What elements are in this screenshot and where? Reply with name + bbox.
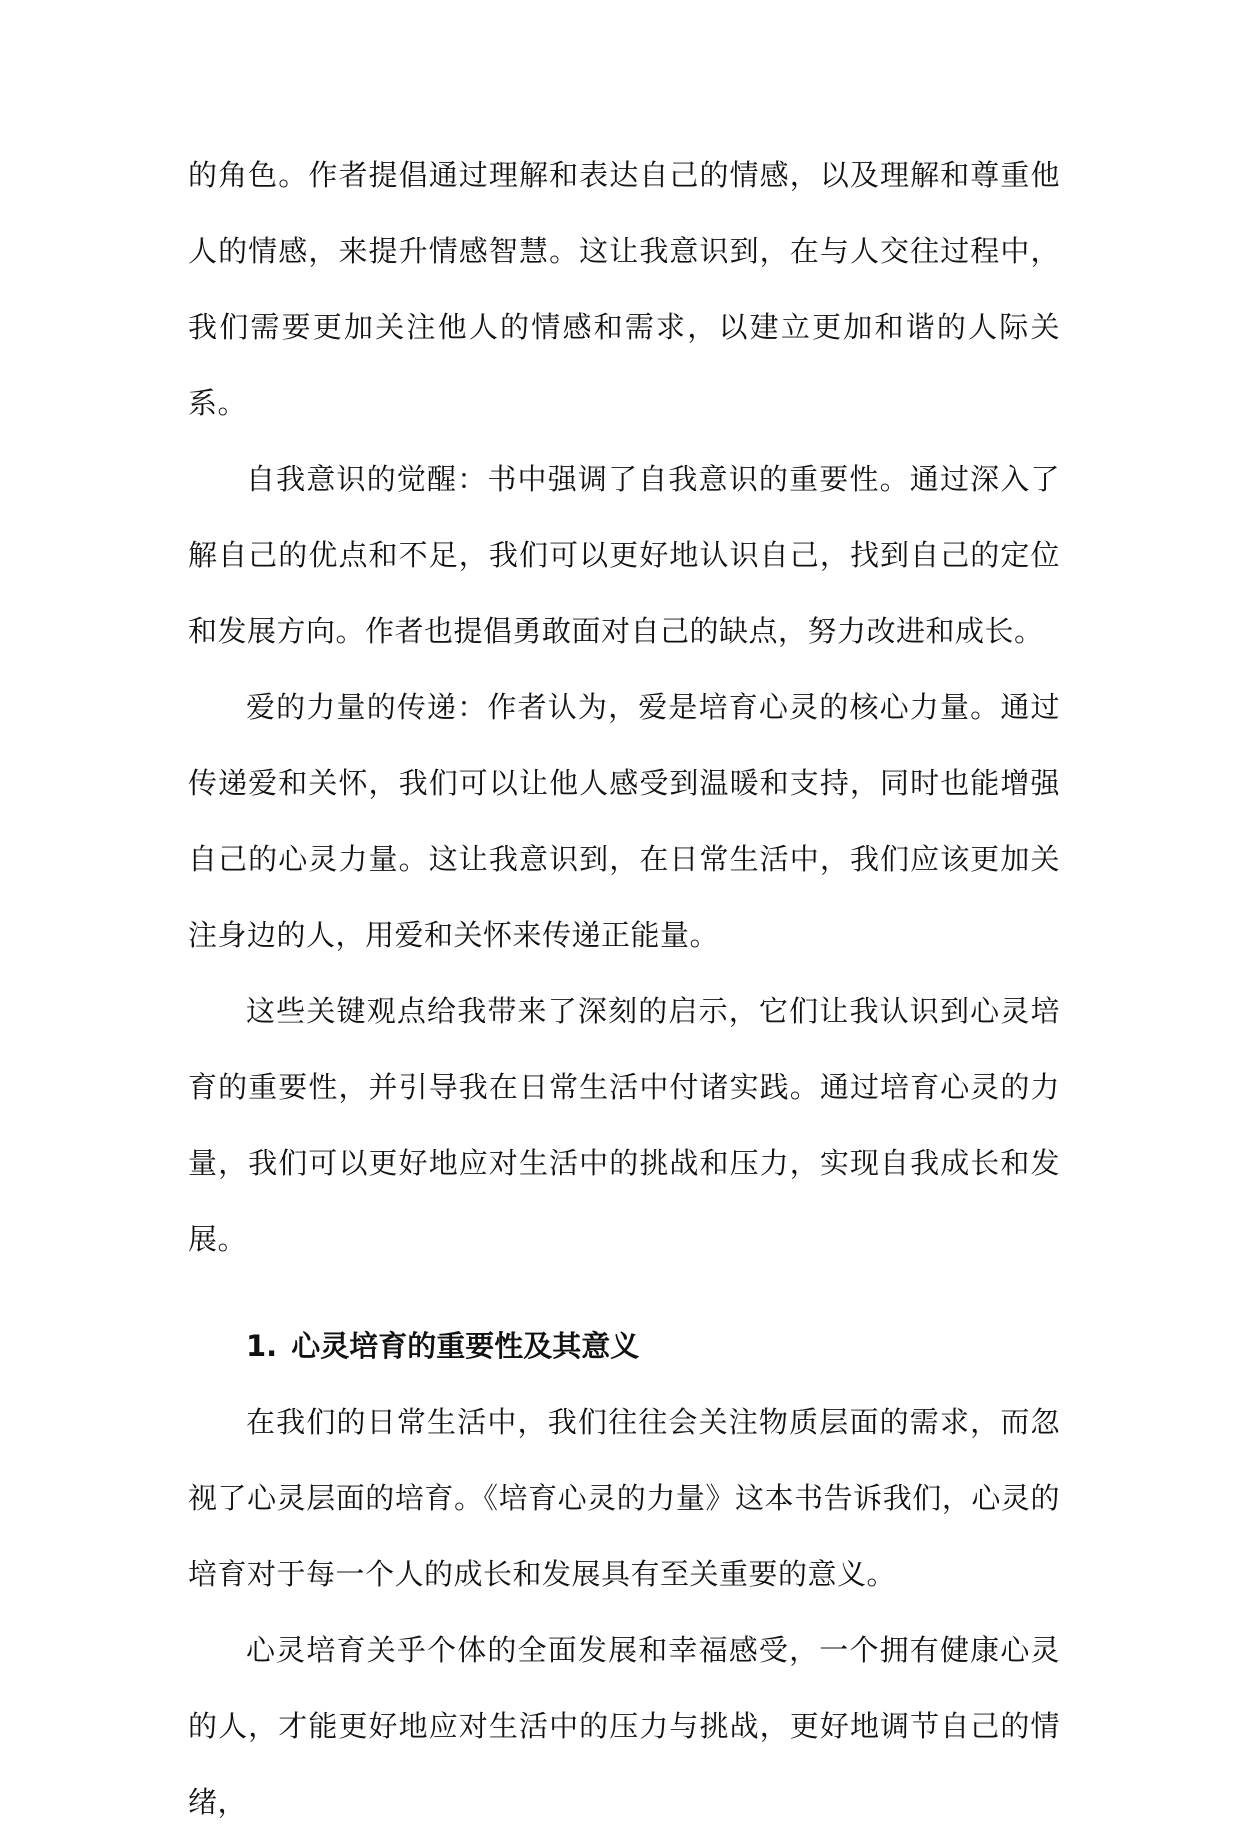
section-heading [188, 1308, 1060, 1384]
paragraph-mind-cultivation: 心灵培育关乎个体的全面发展和幸福感受，一个拥有健康心灵的人，才能更好地应对生活中的压力与挑战，更好地调节自己的情绪， [188, 1633, 1060, 1819]
paragraph-key-insights: 这些关键观点给我带来了深刻的启示，它们让我认识到心灵培育的重要性，并引导我在日常生活中付诸实践。通过培育心灵的力量，我们可以更好地应对生活中的挑战和压力，实现自我成长和发展。 [188, 994, 1060, 1256]
paragraph-daily-life: 在我们的日常生活中，我们往往会关注物质层面的需求，而忽视了心灵层面的培育。《培育心灵的力量》这本书告诉我们，心灵的培育对于每一个人的成长和发展具有至关重要的意义。 [188, 1405, 1060, 1591]
paragraph-emotional-wisdom: 的角色。作者提倡通过理解和表达自己的情感，以及理解和尊重他人的情感，来提升情感智慧。这让我意识到，在与人交往过程中，我们需要更加关注他人的情感和需求，以建立更加和谐的人际关系。 [188, 158, 1060, 420]
section-title: 心灵培育的重要性及其意义 [291, 1329, 640, 1363]
section-number: 1. [246, 1329, 278, 1363]
paragraph-self-awareness: 自我意识的觉醒：书中强调了自我意识的重要性。通过深入了解自己的优点和不足，我们可以更好地认识自己，找到自己的定位和发展方向。作者也提倡勇敢面对自己的缺点，努力改进和成长。 [188, 462, 1060, 648]
body-text [188, 137, 1060, 1840]
paragraph-power-of-love: 爱的力量的传递：作者认为，爱是培育心灵的核心力量。通过传递爱和关怀，我们可以让他人感受到温暖和支持，同时也能增强自己的心灵力量。这让我意识到，在日常生活中，我们应该更加关注身边的人，用爱和关怀来传递正能量。 [188, 690, 1060, 952]
